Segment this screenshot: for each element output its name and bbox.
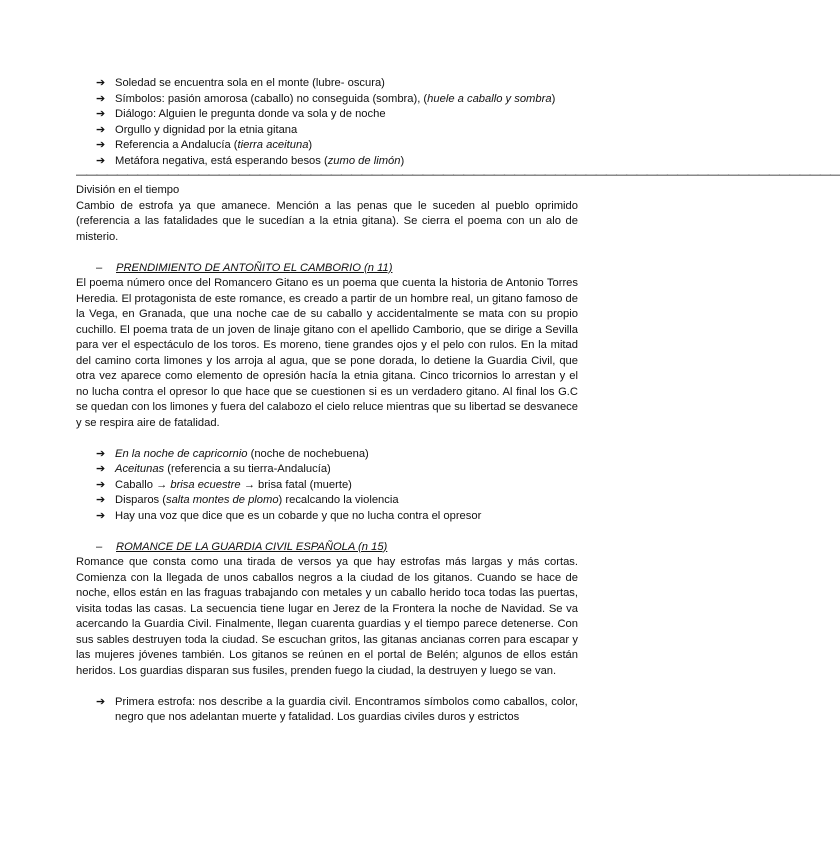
list-item: ➔ Diálogo: Alguien le pregunta donde va sola y de noche	[76, 107, 578, 123]
arrow-icon: ➔	[96, 463, 106, 475]
arrow-icon: ➔	[96, 494, 106, 506]
list-item: ➔ Aceitunas (referencia a su tierra-Andalucía)	[76, 462, 578, 478]
list-item: ➔ Soledad se encuentra sola en el monte (lubre- oscura)	[76, 76, 578, 92]
section-heading-guardia-civil: – ROMANCE DE LA GUARDIA CIVIL ESPAÑOLA (n 15)	[76, 540, 578, 556]
bullet-list-soledad	[76, 76, 578, 169]
arrow-icon: ➔	[96, 478, 106, 491]
paragraph: Romance que consta como una tirada de versos ya que hay estrofas más largas y más cortas. Comienza con la llegada de unos caballos negros a la ciudad de los gitanos. Cuando se hace de noche, ellos están en las fraguas trabajando con metales y un caballo herido toca todas las puertas, visita todas las casas. La secuencia tiene lugar en Jerez de la Frontera la noche de Navidad. Se va acercando la Guardia Civil. Finalmente, llegan cuarenta guardias y el tiempo parece detenerse. Con sus sables destruyen toda la ciudad. Se escuchan gritos, las gitanas ancianas corren para escapar y las mujeres jóvenes también. Los gitanos se reúnen en el portal de Belén; algunos de ellos están heridos. Los guardias disparan sus fusiles, prenden fuego la ciudad, la destruyen y luego se van.	[76, 556, 578, 677]
paragraph: Cambio de estrofa ya que amanece. Mención a las penas que le suceden al pueblo oprimido (referencia a las fatalidades que le sucedían a la etnia gitana). Se cierra el poema con un alo de misterio.	[76, 199, 578, 243]
list-item: ➔ En la noche de capricornio (noche de nochebuena)	[76, 447, 578, 463]
dash-marker: –	[96, 261, 103, 274]
separator-line: ———————————————————————————————————————————————————————————————————————————	[76, 169, 840, 181]
bullet-list-guardia-civil	[76, 695, 578, 726]
list-item: ➔ Disparos (salta montes de plomo) recalcando la violencia	[76, 493, 578, 509]
arrow-icon: ➔	[96, 695, 106, 708]
bullet-list-antonito	[76, 447, 578, 525]
list-item: ➔ Caballo → brisa ecuestre → brisa fatal (muerte)	[76, 478, 578, 494]
list-item: ➔ Hay una voz que dice que es un cobarde y que no lucha contra el opresor	[76, 509, 578, 525]
arrow-icon: ➔	[96, 447, 106, 460]
arrow-icon: ➔	[96, 123, 106, 136]
section-title: División en el tiempo	[76, 184, 180, 196]
list-item: ➔ Orgullo y dignidad por la etnia gitana	[76, 123, 578, 139]
list-item: ➔ Símbolos: pasión amorosa (caballo) no conseguida (sombra), (huele a caballo y sombra)	[76, 92, 578, 108]
list-item: ➔ Primera estrofa: nos describe a la guardia civil. Encontramos símbolos como caballos, color, negro que nos adelantan muerte y fatalidad. Los guardias civiles duros y estrictos	[96, 695, 578, 723]
arrow-icon: ➔	[96, 108, 106, 120]
document-page	[76, 76, 840, 726]
arrow-icon: ➔	[96, 509, 106, 522]
arrow-icon: ➔	[96, 139, 106, 151]
dash-marker: –	[96, 540, 103, 553]
arrow-icon: ➔	[96, 154, 106, 167]
section-heading-antonito: – PRENDIMIENTO DE ANTOÑITO EL CAMBORIO (n 11)	[76, 261, 578, 277]
list-item: ➔ Metáfora negativa, está esperando besos (zumo de limón)	[76, 154, 578, 170]
arrow-icon: ➔	[96, 92, 106, 105]
arrow-icon: ➔	[96, 77, 106, 89]
paragraph: El poema número once del Romancero Gitano es un poema que cuenta la historia de Antonio Torres Heredia. El protagonista de este romance, es creado a partir de un hombre real, un gitano famoso de la Vega, en Granada, que una noche cae de su caballo y accidentalmente se mata con su propio cuchillo. El poema trata de un joven de linaje gitano con el apellido Camborio, que se dirige a Sevilla para ver el espectáculo de los toros. Es moreno, tiene grandes ojos y el pelo con rulos. En la mitad del camino corta limones y los arroja al agua, que se pone dorada, lo detiene la Guardia Civil, que otra vez aparece como elemento de opresión hacía la etnia gitana. Cinco tricornios lo arrestan y el no lucha contra el opresor lo que hace que se cuestionen si es un verdadero gitano. Al final los G.C se quedan con los limones y fuera del calabozo el cielo reluce mientras que su libertad se desvanece y se respira aire de fatalidad.	[76, 277, 578, 429]
list-item: ➔ Referencia a Andalucía (tierra aceituna)	[76, 138, 578, 154]
